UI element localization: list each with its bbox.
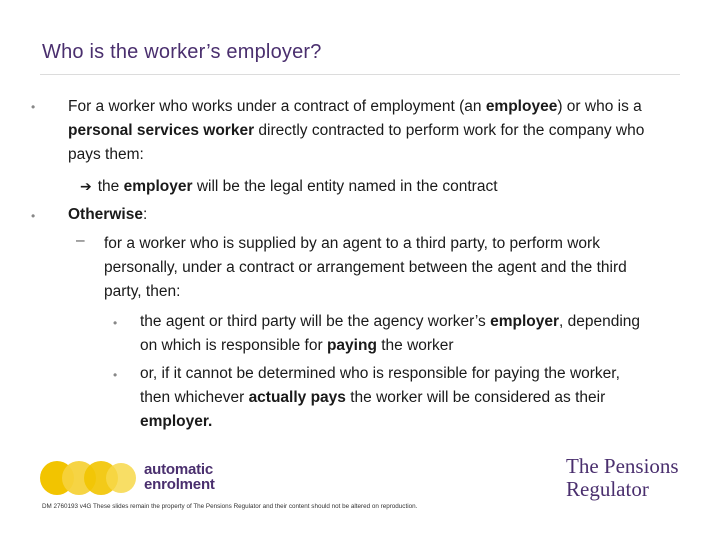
bold-run: employer <box>123 178 193 195</box>
bullet-employee-text <box>68 95 658 167</box>
bold-run: paying <box>326 337 377 354</box>
right-arrow-icon: ➔ <box>80 178 92 194</box>
logo-text-line: automatic <box>144 461 214 478</box>
bold-run: Otherwise <box>68 206 143 223</box>
bullet-dot: • <box>31 209 36 223</box>
text-run: the worker <box>376 337 454 354</box>
dash-item-text: for a worker who is supplied by an agent to a third party, to perform work personally, under a contract or arrangement between the agent and the third party, then: <box>104 235 627 300</box>
logo-text-line: The Pensions <box>566 454 679 478</box>
text-run: the agent or third party will be the agency worker’s <box>140 313 491 330</box>
title-divider <box>40 74 680 75</box>
text-run: the worker will be considered as their <box>345 389 606 406</box>
bold-run: employer <box>490 313 560 330</box>
text-run: directly contracted to perform work for the company who pays them: <box>68 122 645 163</box>
bullet-dot: • <box>31 100 36 114</box>
bold-run: employee <box>485 98 558 115</box>
arrow-line <box>80 174 640 199</box>
dash-marker: – <box>76 232 85 249</box>
text-run: will be the legal entity named in the contract <box>192 178 498 195</box>
bullet-otherwise-text <box>68 203 147 227</box>
text-run: or, if it cannot be determined who is responsible for paying the worker, then whichever <box>140 365 620 406</box>
logo-circle-icon <box>106 463 136 493</box>
bold-run: employer. <box>140 413 213 430</box>
pensions-regulator-logo <box>566 455 679 501</box>
text-run: the <box>97 178 124 195</box>
logo-text-line: enrolment <box>144 476 215 493</box>
text-run: , depending on which is responsible for <box>140 313 641 354</box>
text-run: For a worker who works under a contract of employment (an <box>68 98 486 115</box>
sub-bullet-agent-text <box>140 310 650 358</box>
slide-title: Who is the worker’s employer? <box>42 41 322 63</box>
bold-run: personal services worker <box>68 122 255 139</box>
bold-run: actually pays <box>248 389 346 406</box>
logo-text <box>144 462 215 492</box>
logo-text-line: Regulator <box>566 477 649 501</box>
text-run: ) or who is a <box>557 98 642 115</box>
footer-disclaimer: DM 2760193 v4G These slides remain the property of The Pensions Regulator and their content should not be altered on reproduction. <box>42 503 418 510</box>
automatic-enrolment-logo <box>40 461 215 497</box>
sub-bullet-dot: • <box>113 316 118 330</box>
sub-bullet-pays-text <box>140 362 650 434</box>
text-run: : <box>142 206 148 223</box>
sub-bullet-dot: • <box>113 368 118 382</box>
